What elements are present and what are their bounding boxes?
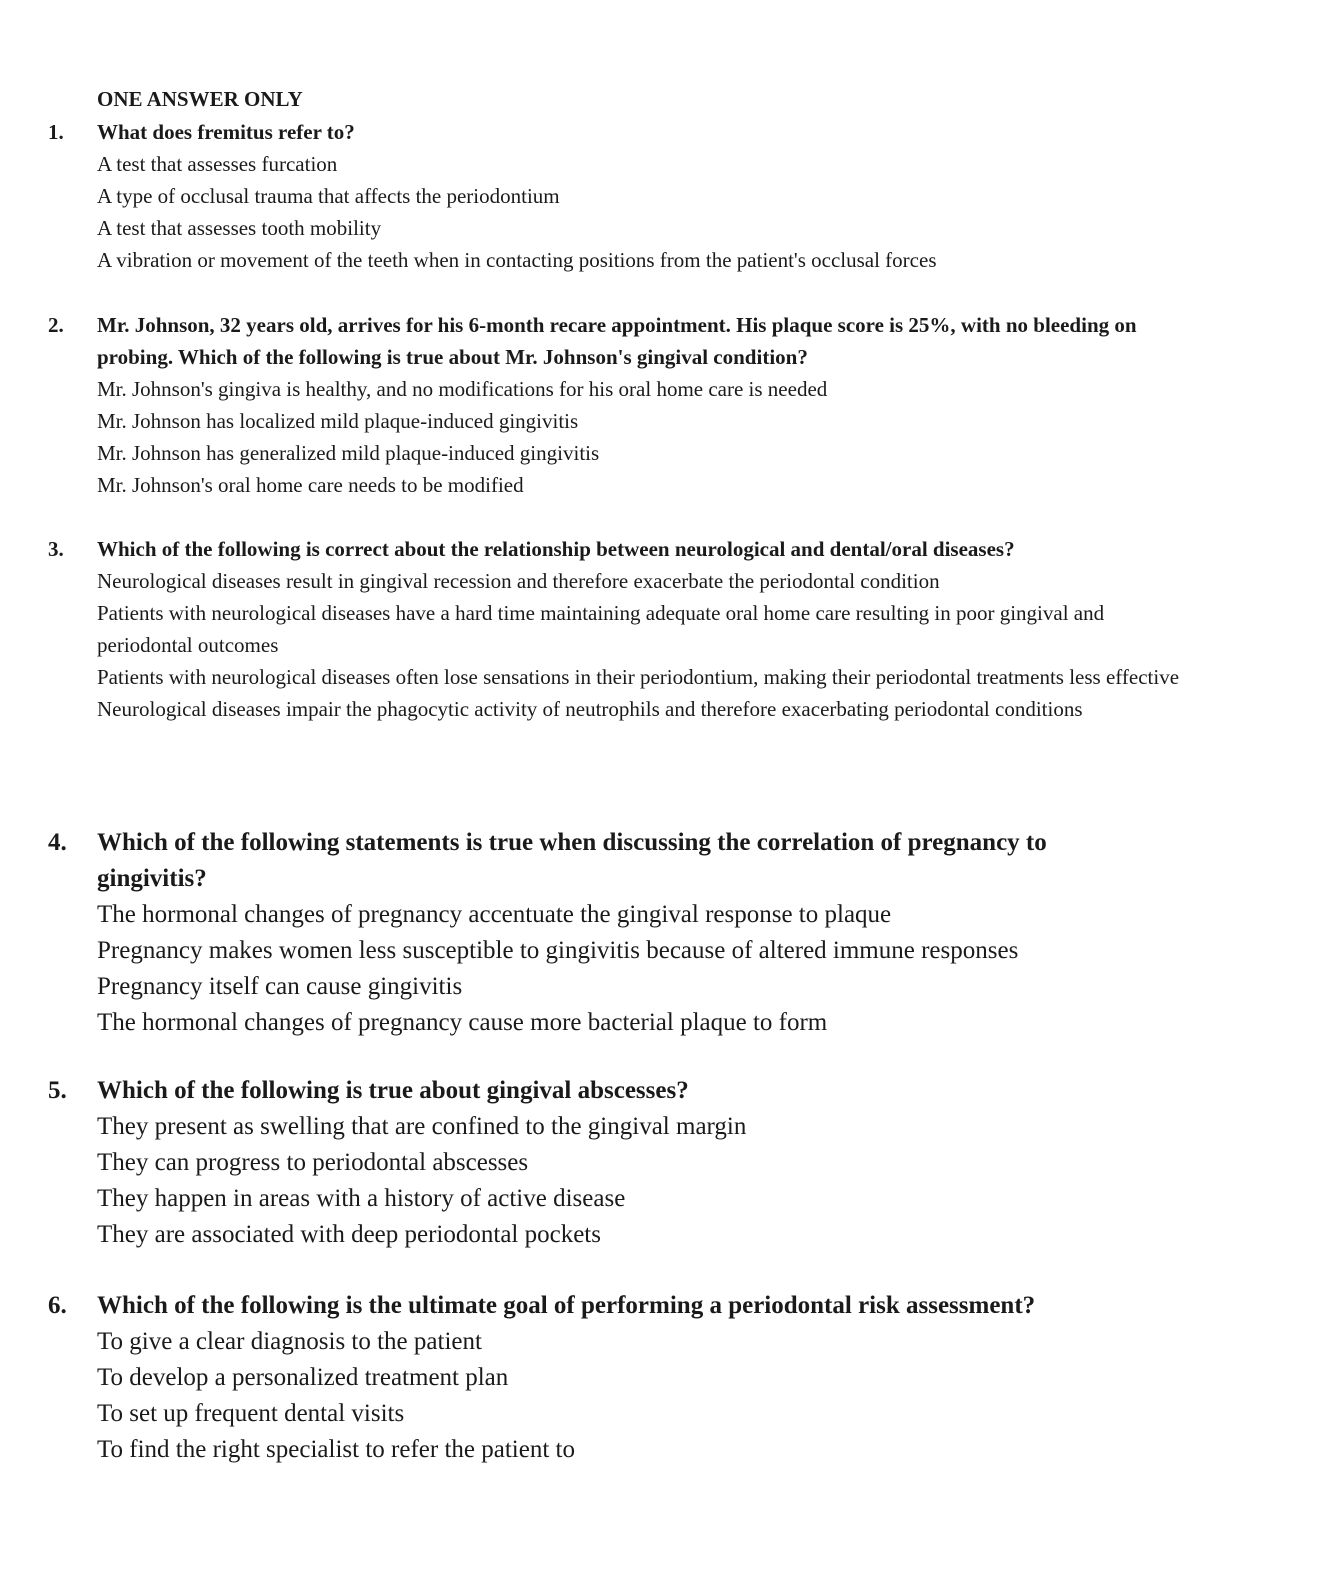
question-text: Mr. Johnson, 32 years old, arrives for his 6-month recare appointment. His plaque score is 25%, with no bleeding on probing. Which of the following is true about Mr. Johnson's gingival condition? — [97, 313, 1137, 369]
question-4 — [0, 825, 1338, 1041]
answer-option[interactable]: They present as swelling that are confined to the gingival margin — [97, 1113, 747, 1140]
question-number: 4. — [48, 829, 67, 856]
instructions-heading: ONE ANSWER ONLY — [97, 87, 303, 111]
question-2 — [0, 309, 1338, 501]
answer-option[interactable]: They are associated with deep periodontal pockets — [97, 1221, 601, 1248]
question-3 — [0, 533, 1338, 725]
answer-option[interactable]: To develop a personalized treatment plan — [97, 1364, 509, 1391]
answer-option[interactable]: Patients with neurological diseases often lose sensations in their periodontium, making their periodontal treatments less effective — [97, 665, 1180, 689]
question-text: Which of the following statements is true when discussing the correlation of pregnancy to gingivitis? — [97, 829, 1047, 892]
answer-option[interactable]: To set up frequent dental visits — [97, 1400, 405, 1427]
answer-option[interactable]: To find the right specialist to refer the patient to — [97, 1436, 575, 1463]
answer-option[interactable]: The hormonal changes of pregnancy accentuate the gingival response to plaque — [97, 901, 892, 928]
answer-option[interactable]: Neurological diseases result in gingival recession and therefore exacerbate the periodontal condition — [97, 569, 940, 593]
question-body — [97, 825, 1157, 1041]
question-1 — [0, 116, 1338, 276]
answer-option[interactable]: They can progress to periodontal abscesses — [97, 1149, 529, 1176]
answer-option[interactable]: Pregnancy itself can cause gingivitis — [97, 973, 463, 1000]
question-6 — [0, 1288, 1338, 1468]
answer-option[interactable]: Patients with neurological diseases have a hard time maintaining adequate oral home care resulting in poor gingival and periodontal outcomes — [97, 601, 1105, 657]
question-number: 2. — [48, 313, 64, 337]
question-number: 3. — [48, 537, 64, 561]
answer-option[interactable]: Pregnancy makes women less susceptible to gingivitis because of altered immune responses — [97, 937, 1019, 964]
question-5 — [0, 1073, 1338, 1253]
answer-option[interactable]: A test that assesses furcation — [97, 152, 338, 176]
answer-option[interactable]: They happen in areas with a history of active disease — [97, 1185, 626, 1212]
question-body — [97, 1288, 1227, 1468]
answer-option[interactable]: Mr. Johnson has localized mild plaque-induced gingivitis — [97, 409, 579, 433]
answer-option[interactable]: A test that assesses tooth mobility — [97, 216, 382, 240]
answer-option[interactable]: A vibration or movement of the teeth when in contacting positions from the patient's occlusal forces — [97, 248, 937, 272]
question-text: Which of the following is correct about the relationship between neurological and dental/oral diseases? — [97, 537, 1015, 561]
answer-option[interactable]: Mr. Johnson has generalized mild plaque-induced gingivitis — [97, 441, 600, 465]
answer-option[interactable]: To give a clear diagnosis to the patient — [97, 1328, 482, 1355]
question-text: What does fremitus refer to? — [97, 120, 355, 144]
answer-option[interactable]: A type of occlusal trauma that affects the periodontium — [97, 184, 560, 208]
answer-option[interactable]: The hormonal changes of pregnancy cause more bacterial plaque to form — [97, 1009, 828, 1036]
question-text: Which of the following is true about gingival abscesses? — [97, 1077, 689, 1104]
question-body — [97, 1073, 1227, 1253]
question-number: 1. — [48, 120, 64, 144]
question-number: 6. — [48, 1292, 67, 1319]
answer-option[interactable]: Mr. Johnson's gingiva is healthy, and no modifications for his oral home care is needed — [97, 377, 828, 401]
question-number: 5. — [48, 1077, 67, 1104]
answer-option[interactable]: Neurological diseases impair the phagocytic activity of neutrophils and therefore exacerbating periodontal conditions — [97, 697, 1083, 721]
question-text: Which of the following is the ultimate goal of performing a periodontal risk assessment? — [97, 1292, 1036, 1319]
question-body — [97, 309, 1187, 501]
answer-option[interactable]: Mr. Johnson's oral home care needs to be modified — [97, 473, 524, 497]
question-body — [97, 116, 1227, 276]
question-body — [97, 533, 1217, 725]
